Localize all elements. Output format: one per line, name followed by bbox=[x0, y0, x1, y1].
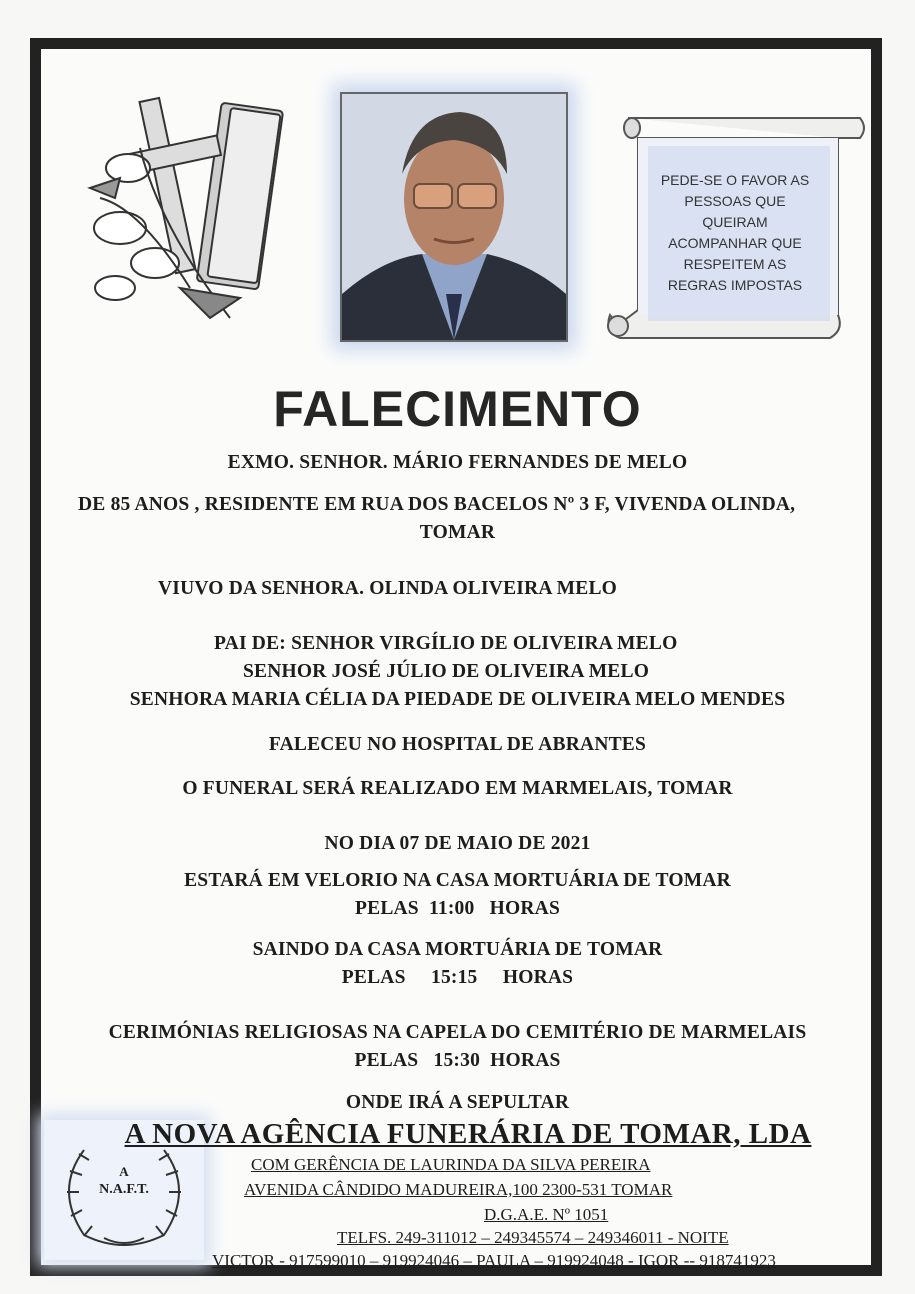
departure-time: PELAS 15:15 HORAS bbox=[341, 967, 574, 988]
funeral-place: O FUNERAL SERÁ REALIZADO EM MARMELAIS, TOMAR bbox=[182, 778, 733, 799]
residence-line: DE 85 ANOS , RESIDENTE EM RUA DOS BACELOS Nº 3 F, VIVENDA OLINDA, bbox=[78, 494, 796, 515]
agency-logo-text: N.A.F.T. bbox=[99, 1182, 149, 1197]
ceremony-info: CERIMÓNIAS RELIGIOSAS NA CAPELA DO CEMITÉRIO DE MARMELAIS bbox=[108, 1022, 807, 1043]
child-line: PAI DE: SENHOR VIRGÍLIO DE OLIVEIRA MELO bbox=[214, 633, 678, 654]
child-line: SENHOR JOSÉ JÚLIO DE OLIVEIRA MELO bbox=[243, 661, 650, 682]
funeral-date: NO DIA 07 DE MAIO DE 2021 bbox=[324, 833, 591, 854]
deceased-name: EXMO. SENHOR. MÁRIO FERNANDES DE MELO bbox=[227, 452, 688, 473]
agency-contacts: VICTOR - 917599010 – 919924046 – PAULA – 919924048 - IGOR -- 918741923 bbox=[212, 1251, 776, 1270]
agency-dgae: D.G.A.E. Nº 1051 bbox=[484, 1205, 609, 1224]
page-title: FALECIMENTO bbox=[273, 381, 642, 437]
departure-info: SAINDO DA CASA MORTUÁRIA DE TOMAR bbox=[252, 939, 663, 960]
agency-logo-letter: A bbox=[119, 1164, 129, 1179]
widower-line: VIUVO DA SENHORA. OLINDA OLIVEIRA MELO bbox=[158, 578, 618, 599]
agency-name: A NOVA AGÊNCIA FUNERÁRIA DE TOMAR, LDA bbox=[124, 1118, 812, 1150]
ceremony-time: PELAS 15:30 HORAS bbox=[354, 1050, 561, 1071]
agency-address: AVENIDA CÂNDIDO MADUREIRA,100 2300-531 TOMAR bbox=[244, 1180, 673, 1199]
scroll-message: PEDE-SE O FAVOR AS PESSOAS QUE QUEIRAM ACOMPANHAR QUE RESPEITEM AS REGRAS IMPOSTAS bbox=[660, 172, 810, 293]
agency-management: COM GERÊNCIA DE LAURINDA DA SILVA PEREIRA bbox=[251, 1155, 651, 1174]
deceased-photo bbox=[340, 92, 568, 342]
death-place: FALECEU NO HOSPITAL DE ABRANTES bbox=[268, 734, 647, 755]
child-line: SENHORA MARIA CÉLIA DA PIEDADE DE OLIVEIRA MELO MENDES bbox=[129, 689, 786, 710]
residence-city: TOMAR bbox=[419, 522, 496, 543]
burial-line: ONDE IRÁ A SEPULTAR bbox=[345, 1092, 570, 1113]
agency-phones: TELFS. 249-311012 – 249345574 – 249346011 - NOITE bbox=[337, 1228, 729, 1247]
wake-info: ESTARÁ EM VELORIO NA CASA MORTUÁRIA DE TOMAR bbox=[184, 870, 731, 891]
cross-lily-icon bbox=[80, 88, 290, 333]
wake-time: PELAS 11:00 HORAS bbox=[355, 898, 560, 919]
